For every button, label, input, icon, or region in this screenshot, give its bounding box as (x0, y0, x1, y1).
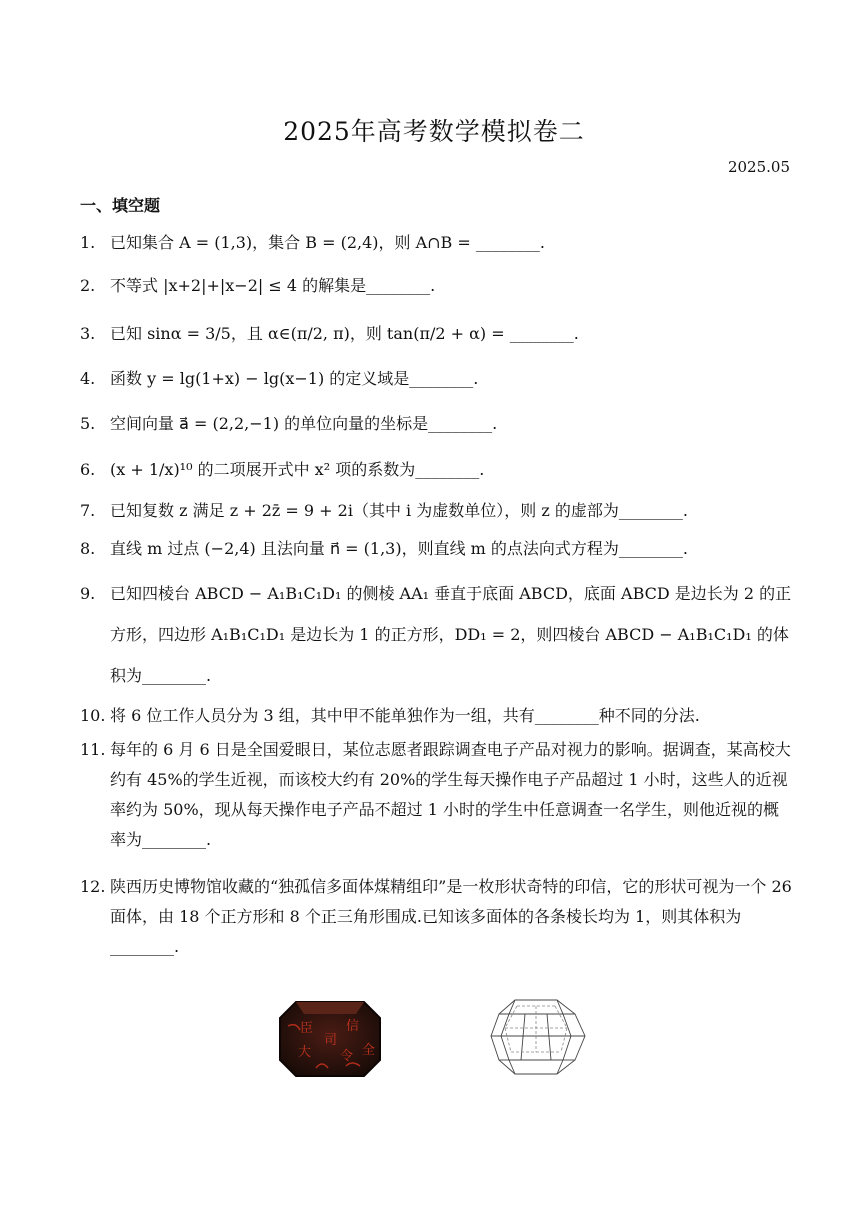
seal-glyph: 令 (340, 1049, 354, 1064)
question-number: 12. (80, 877, 106, 896)
seal-glyph: 大 (298, 1045, 312, 1060)
question-7 (80, 501, 792, 521)
question-text: 已知集合 A = (1,3)，集合 B = (2,4)，则 A∩B = ________. (110, 233, 545, 252)
question-1 (80, 233, 792, 253)
question-number: 11. (80, 740, 106, 759)
question-text: 将 6 位工作人员分为 3 组，其中甲不能单独作为一组，共有________种不同的分法. (110, 706, 700, 725)
question-number: 1. (80, 233, 96, 252)
question-number: 5. (80, 414, 96, 433)
question-number: 4. (80, 369, 96, 388)
exam-date: 2025.05 (727, 158, 790, 176)
page-title: 2025年高考数学模拟卷二 (283, 117, 585, 146)
seal-glyph: 臣 (300, 1021, 314, 1036)
question-text: 每年的 6 月 6 日是全国爱眼日，某位志愿者跟踪调查电子产品对视力的影响。据调查，某高校大约有 45%的学生近视，而该校大约有 20%的学生每天操作电子产品超过 1 小时，这些人的近视率约为 50%，现从每天操作电子产品不超过 1 小时的学生中任意调查一名学生，则他近视的概率为________. (110, 740, 791, 849)
question-text: 已知复数 z 满足 z + 2z̄ = 9 + 2i（其中 i 为虚数单位），则 z 的虚部为________. (110, 501, 688, 520)
question-8 (80, 539, 792, 559)
seal-glyph: 信 (346, 1019, 360, 1034)
question-text: 陕西历史博物馆收藏的“独孤信多面体煤精组印”是一枚形状奇特的印信，它的形状可视为一个 26 面体，由 18 个正方形和 8 个正三角形围成.已知该多面体的各条棱长均为 1，则其体积为________. (110, 877, 792, 956)
question-text: 已知四棱台 ABCD − A₁B₁C₁D₁ 的侧棱 AA₁ 垂直于底面 ABCD，底面 ABCD 是边长为 2 的正方形，四边形 A₁B₁C₁D₁ 是边长为 1 的正方形，DD₁ = 2，则四棱台 ABCD − A₁B₁C₁D₁ 的体积为________. (110, 584, 792, 685)
question-4 (80, 369, 792, 389)
question-5 (80, 414, 792, 434)
section-heading: 一、填空题 (80, 196, 161, 215)
question-11 (80, 740, 792, 855)
question-number: 10. (80, 706, 106, 725)
question-number: 3. (80, 324, 96, 343)
seal-glyph: 司 (324, 1033, 338, 1048)
question-6 (80, 460, 792, 480)
question-number: 7. (80, 501, 96, 520)
question-number: 2. (80, 276, 96, 295)
question-number: 9. (80, 584, 96, 603)
question-9 (80, 584, 792, 696)
question-text: 直线 m 过点 (−2,4) 且法向量 n⃗ = (1,3)，则直线 m 的点法向式方程为________. (110, 539, 689, 558)
question-text: 函数 y = lg(1+x) − lg(x−1) 的定义域是________. (110, 369, 479, 388)
question-3 (80, 324, 792, 344)
question-text: (x + 1/x)¹⁰ 的二项展开式中 x² 项的系数为________. (110, 460, 485, 479)
question-number: 8. (80, 539, 96, 558)
question-2 (80, 276, 792, 296)
question-text: 不等式 |x+2|+|x−2| ≤ 4 的解集是________. (110, 276, 436, 295)
question-10 (80, 706, 792, 726)
polyhedron-diagram (487, 994, 589, 1080)
seal-photo (276, 996, 384, 1080)
question-text: 空间向量 a⃗ = (2,2,−1) 的单位向量的坐标是________. (110, 414, 498, 433)
question-number: 6. (80, 460, 96, 479)
question-12 (80, 877, 792, 962)
seal-glyph: 全 (362, 1043, 376, 1058)
question-text: 已知 sinα = 3/5，且 α∈(π/2, π)，则 tan(π/2 + α) = ________. (110, 324, 579, 343)
